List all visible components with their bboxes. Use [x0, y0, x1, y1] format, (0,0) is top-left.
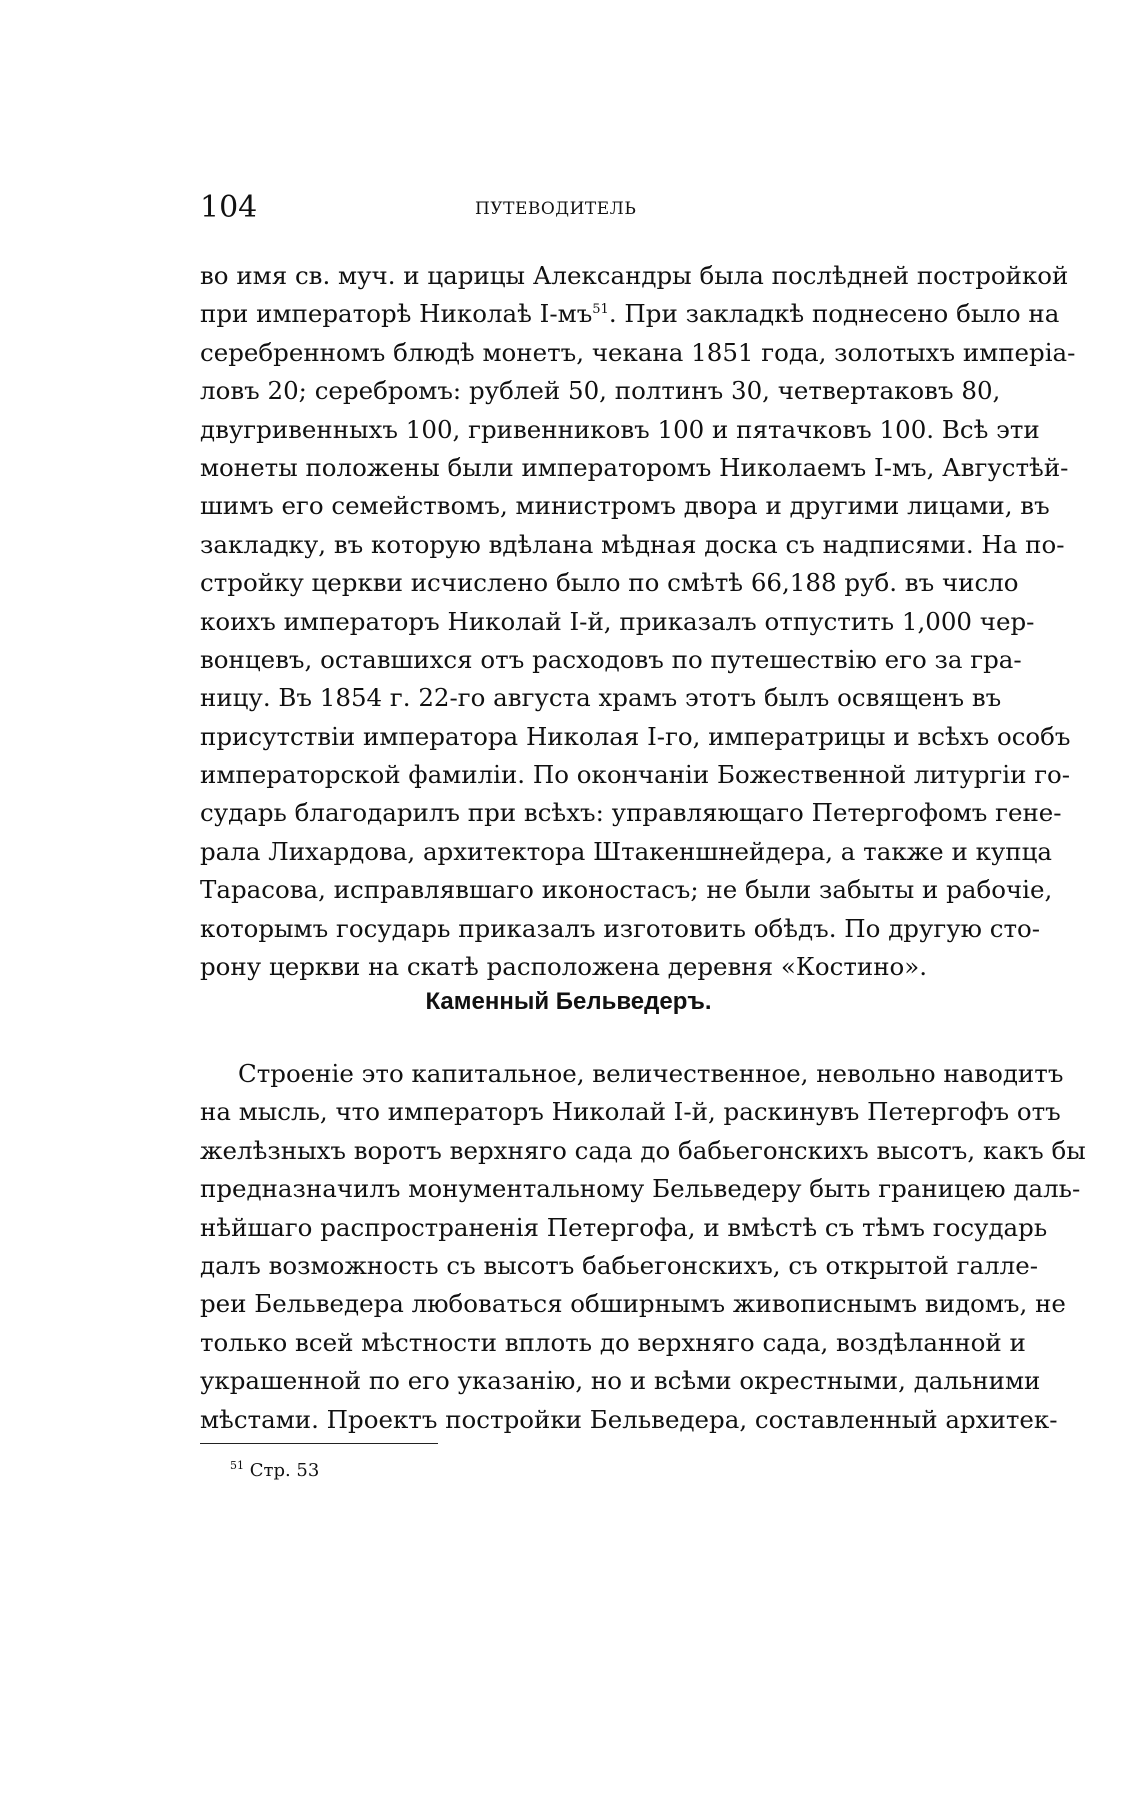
text-fragment: при императорѣ Николаѣ I-мъ — [200, 299, 593, 329]
running-title: ПУТЕВОДИТЕЛЬ — [475, 199, 637, 219]
footnote-divider — [200, 1443, 438, 1444]
footnote — [230, 1459, 319, 1481]
text-line: украшенной по его указанiю, но и всѣми окрестными, дальними — [200, 1366, 1041, 1396]
text-line: мѣстами. Проектъ постройки Бельведера, составленный архитек- — [200, 1404, 1058, 1434]
page-header — [200, 190, 937, 230]
text-line: желѣзныхъ воротъ верхняго сада до бабьегонскихъ высотъ, какъ бы — [200, 1135, 1086, 1165]
text-line: во имя св. муч. и царицы Александры была послѣдней постройкой — [200, 261, 1069, 290]
text-line: нѣйшаго распространенiя Петергофа, и вмѣстѣ съ тѣмъ государь — [200, 1212, 1048, 1242]
text-line: двугривенныхъ 100, гривенниковъ 100 и пятачковъ 100. Всѣ эти — [200, 414, 1040, 444]
text-line: Строенiе это капитальное, величественное, невольно наводитъ — [238, 1059, 1064, 1088]
text-line: коихъ императоръ Николай I-й, приказалъ отпустить 1,000 чер- — [200, 606, 1035, 636]
text-line: которымъ государь приказалъ изготовить обѣдъ. По другую сто- — [200, 913, 1041, 943]
text-line — [200, 295, 1060, 333]
text-line: ницу. Въ 1854 г. 22-го августа храмъ этотъ былъ освященъ въ — [200, 683, 1002, 713]
text-line: стройку церкви исчислено было по смѣтѣ 66,188 руб. въ число — [200, 568, 1019, 598]
text-line: монеты положены были императоромъ Николаемъ I-мъ, Августѣй- — [200, 452, 1069, 482]
text-line: далъ возможность съ высотъ бабьегонскихъ, съ открытой галле- — [200, 1250, 1039, 1280]
footnote-marker: 51 — [230, 1459, 244, 1472]
footnote-reference[interactable]: 51 — [592, 302, 609, 318]
footnote-text: Стр. 53 — [249, 1460, 320, 1481]
text-line: Тарасова, исправлявшаго иконостасъ; не были забыты и рабочiе, — [200, 875, 1053, 905]
page-number: 104 — [200, 190, 258, 225]
text-line: ловъ 20; серебромъ: рублей 50, полтинъ 30, четвертаковъ 80, — [200, 376, 1001, 406]
section-heading: Каменный Бельведеръ. — [425, 988, 712, 1015]
text-line: рала Лихардова, архитектора Штакеншнейдера, а также и купца — [200, 836, 1052, 866]
text-line: серебренномъ блюдѣ монетъ, чекана 1851 года, золотыхъ импеpiа- — [200, 337, 1076, 367]
text-line: вонцевъ, оставшихся отъ расходовъ по путешествiю его за гра- — [200, 644, 1022, 674]
paragraph-church — [200, 257, 1076, 986]
paragraph-belvedere — [200, 1055, 1086, 1439]
text-line: императорской фамилiи. По окончанiи Божественной литургiи го- — [200, 760, 1071, 790]
text-line: сударь благодарилъ при всѣхъ: управляющаго Петергофомъ гене- — [200, 798, 1062, 828]
text-line: шимъ его семействомъ, министромъ двора и другими лицами, въ — [200, 491, 1050, 521]
text-line: только всей мѣстности вплоть до верхняго сада, воздѣланной и — [200, 1327, 1026, 1357]
text-line: реи Бельведера любоваться обширнымъ живописнымъ видомъ, не — [200, 1289, 1066, 1319]
text-line: предназначилъ монументальному Бельведеру быть границею даль- — [200, 1174, 1081, 1204]
text-line: рону церкви на скатѣ расположена деревня «Костино». — [200, 952, 928, 982]
text-line: на мысль, что императоръ Николай I-й, раскинувъ Петергофъ отъ — [200, 1097, 1061, 1127]
text-line: закладку, въ которую вдѣлана мѣдная доска съ надписями. На по- — [200, 529, 1065, 559]
text-fragment: . При закладкѣ поднесено было на — [608, 299, 1060, 329]
text-line: присутствiи императора Николая I-го, императрицы и всѣхъ особъ — [200, 721, 1071, 751]
